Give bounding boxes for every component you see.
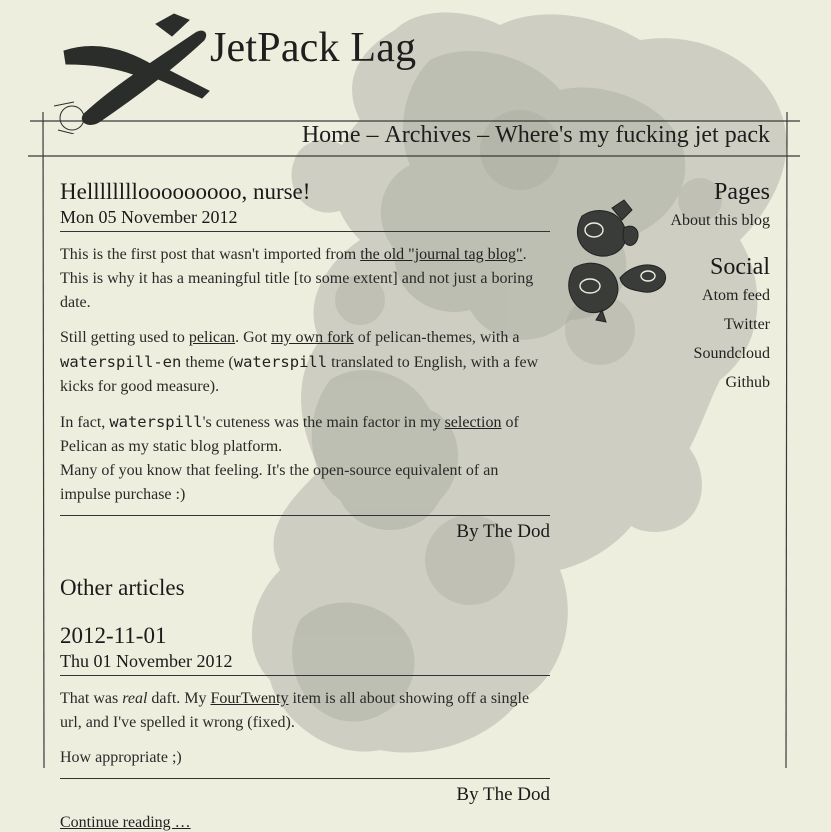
featured-article — [60, 178, 550, 545]
text: translated to English, with a few kicks for good measure). — [60, 354, 539, 395]
article-preview-byline: By The Dod — [60, 778, 550, 808]
nav-archives-link[interactable]: Archives — [384, 122, 472, 148]
sidebar — [570, 178, 770, 397]
text: of Pelican as my static blog platform. — [60, 414, 519, 455]
code-waterspill: waterspill — [233, 353, 328, 371]
featured-paragraph-3 — [60, 410, 550, 507]
github-link[interactable]: Github — [725, 374, 770, 391]
nav-home-link[interactable]: Home — [301, 122, 361, 148]
social-list-item — [570, 368, 770, 397]
code-waterspill-en: waterspill-en — [60, 353, 182, 371]
nav-separator: – — [366, 122, 379, 148]
text: That was — [60, 690, 123, 707]
text: item is all about showing off a single url, and I've spelled it wrong (fixed). — [60, 690, 530, 731]
selection-link[interactable]: selection — [444, 414, 502, 431]
text: daft. My — [147, 690, 211, 707]
social-heading: Social — [710, 254, 770, 280]
featured-paragraph-2 — [60, 326, 550, 399]
text: Still getting used to — [60, 329, 189, 346]
article-preview-date: Thu 01 November 2012 — [60, 650, 550, 676]
text: 's cuteness was the main factor in my — [202, 414, 445, 431]
article-preview-body — [60, 687, 550, 770]
emphasis: real — [122, 690, 148, 707]
own-fork-link[interactable]: my own fork — [271, 329, 354, 346]
preview-paragraph-2: How appropriate ;) — [60, 749, 182, 766]
twitter-link[interactable]: Twitter — [724, 316, 770, 333]
code-waterspill: waterspill — [109, 413, 203, 431]
social-list-item — [570, 339, 770, 368]
text: This is the first post that wasn't imported from — [60, 246, 361, 263]
journal-tag-blog-link[interactable]: the old "journal tag blog" — [360, 246, 523, 263]
featured-article-byline: By The Dod — [60, 515, 550, 545]
featured-article-date: Mon 05 November 2012 — [60, 206, 550, 232]
main-content — [60, 178, 550, 832]
text: Many of you know that feeling. It's the open-source equivalent of an impulse purchase :) — [60, 462, 499, 503]
atom-feed-link[interactable]: Atom feed — [702, 287, 770, 304]
pages-heading: Pages — [714, 179, 770, 205]
jetpack-plane-icon — [44, 6, 216, 134]
continue-reading-link[interactable]: Continue reading … — [60, 814, 191, 831]
text: . Got — [235, 329, 272, 346]
top-navigation — [302, 122, 770, 149]
text: of pelican-themes, with a — [353, 329, 520, 346]
featured-article-body — [60, 243, 550, 507]
about-blog-link[interactable]: About this blog — [670, 212, 770, 229]
soundcloud-link[interactable]: Soundcloud — [693, 345, 770, 362]
text: . This is why it has a meaningful title [to some extent] and not just a boring date. — [60, 246, 534, 311]
text: theme ( — [181, 354, 234, 371]
pelican-link[interactable]: pelican — [188, 329, 236, 346]
article-preview-title[interactable]: 2012-11-01 — [60, 623, 167, 648]
pages-list — [570, 206, 770, 235]
featured-article-title[interactable]: Hellllllllooooooooo, nurse! — [60, 179, 311, 204]
other-articles-heading: Other articles — [60, 575, 185, 600]
pages-list-item — [570, 206, 770, 235]
nav-separator: – — [477, 122, 490, 148]
social-list — [570, 281, 770, 397]
social-list-item — [570, 310, 770, 339]
featured-paragraph-1 — [60, 243, 550, 315]
social-list-item — [570, 281, 770, 310]
article-preview — [60, 622, 550, 832]
fourtwenty-link[interactable]: FourTwenty — [210, 690, 289, 707]
site-title[interactable]: JetPack Lag — [210, 25, 417, 71]
preview-paragraph-1 — [60, 687, 550, 735]
nav-category-link[interactable]: Where's my fucking jet pack — [495, 122, 770, 148]
text: In fact, — [60, 414, 110, 431]
